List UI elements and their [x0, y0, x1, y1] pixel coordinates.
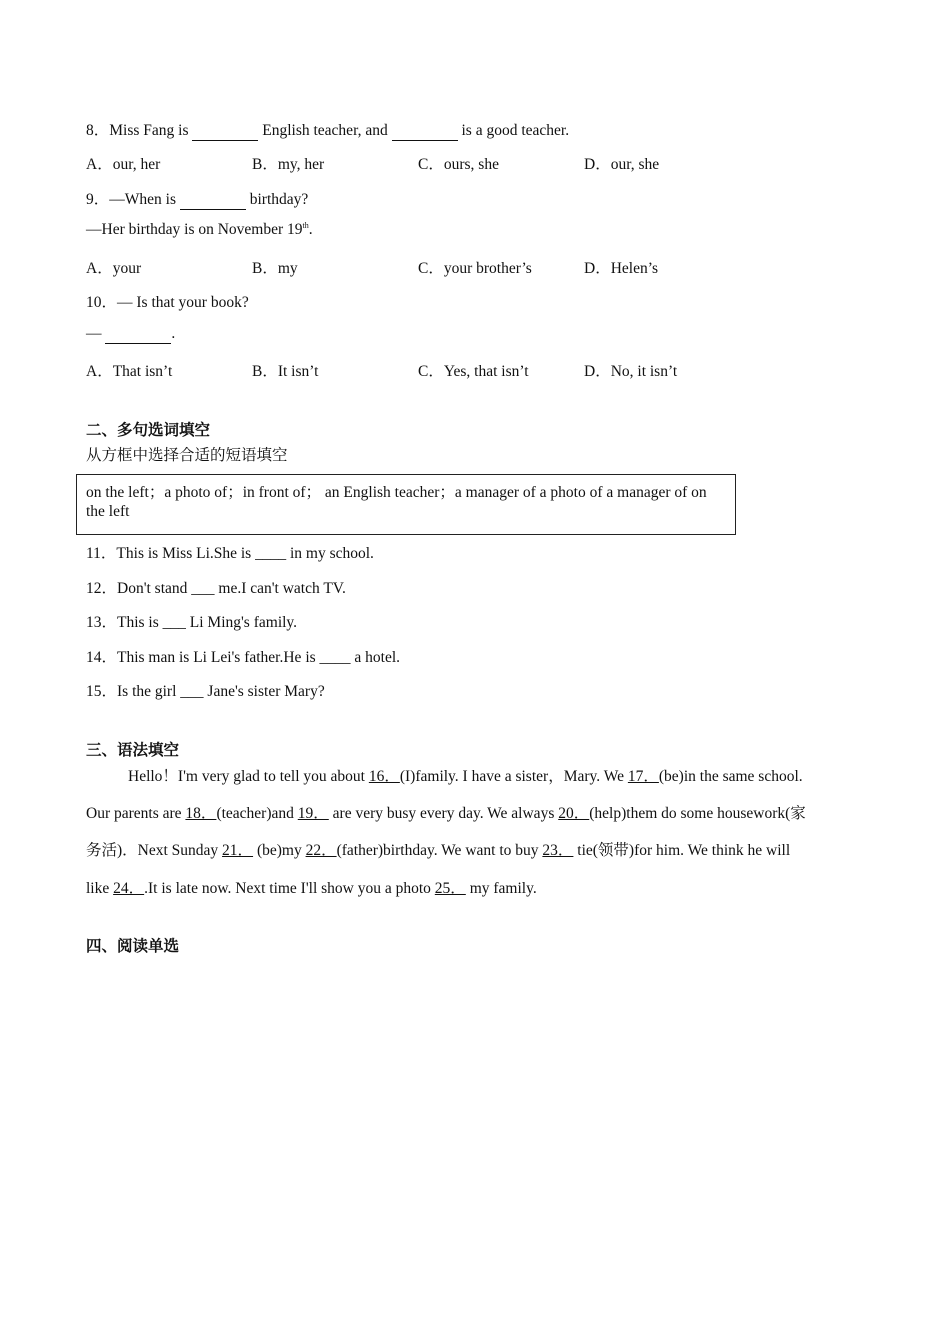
q10-answer-a: —	[86, 325, 106, 342]
question-8	[86, 118, 569, 141]
question-11	[86, 541, 374, 563]
q8-blank-1	[192, 122, 258, 141]
q9-stem-b: birthday?	[245, 191, 309, 208]
blank-17: 17．	[627, 768, 659, 785]
question-12	[86, 576, 346, 598]
passage-text: tie(领带)for him. We think he will	[573, 842, 791, 859]
q14-blank: ____	[319, 649, 351, 666]
blank-18: 18．	[185, 805, 217, 822]
q8-stem-b: English teacher, and	[258, 122, 392, 139]
q8-option-b: B．my, her	[252, 156, 325, 173]
q14-text-b: a hotel.	[350, 649, 401, 666]
passage-text: (be)in the same school.	[658, 768, 803, 785]
q8-option-d: D．our, she	[584, 156, 660, 173]
section-4-heading: 四、阅读单选	[86, 937, 180, 955]
passage-line-1	[128, 764, 908, 786]
question-9	[86, 187, 308, 210]
q10-blank	[105, 325, 171, 344]
q12-text-b: me.I can't watch TV.	[214, 580, 346, 597]
passage-line-4	[86, 876, 866, 898]
q10-option-a: A．That isn’t	[86, 363, 173, 380]
q13-text-b: Li Ming's family.	[185, 614, 298, 631]
passage-text: (I)family. I have a sister，Mary. We	[399, 768, 628, 785]
blank-23: 23．	[542, 842, 574, 859]
q12-text-a: 12．Don't stand	[86, 580, 192, 597]
q9-answer-b: .	[308, 221, 313, 239]
question-13	[86, 610, 297, 632]
passage-text: (be)my	[253, 842, 306, 859]
q15-text-b: Jane's sister Mary?	[203, 683, 325, 700]
section-3-heading: 三、语法填空	[86, 741, 180, 759]
q9-blank	[180, 191, 246, 210]
q9-answer	[86, 221, 313, 239]
blank-19: 19．	[297, 805, 329, 822]
section-2-instruction: 从方框中选择合适的短语填空	[86, 446, 288, 464]
blank-21: 21．	[222, 842, 254, 859]
q8-option-a: A．our, her	[86, 156, 161, 173]
q9-option-c: C．your brother’s	[418, 260, 532, 277]
q10-option-b: B．It isn’t	[252, 363, 319, 380]
passage-text: (help)them do some housework(家	[589, 805, 806, 822]
q13-blank: ___	[162, 614, 186, 631]
blank-24: 24．	[113, 880, 145, 897]
passage-text: my family.	[465, 880, 537, 897]
q9-option-a: A．your	[86, 260, 142, 277]
q10-answer	[86, 325, 175, 344]
q10-option-d: D．No, it isn’t	[584, 363, 678, 380]
q9-answer-a: —Her birthday is on November 19	[86, 221, 303, 239]
q15-blank: ___	[180, 683, 204, 700]
q9-answer-sup: th	[302, 221, 309, 230]
q9-option-d: D．Helen’s	[584, 260, 659, 277]
question-14	[86, 645, 400, 667]
question-15	[86, 679, 325, 701]
section-2-heading: 二、多句选词填空	[86, 421, 211, 439]
question-10: 10．— Is that your book?	[86, 294, 249, 311]
q8-option-c: C．ours, she	[418, 156, 499, 173]
q12-blank: ___	[191, 580, 215, 597]
q13-text-a: 13．This is	[86, 614, 163, 631]
q11-blank: ____	[255, 545, 287, 562]
blank-16: 16．	[368, 768, 400, 785]
q9-option-b: B．my	[252, 260, 298, 277]
blank-25: 25．	[434, 880, 466, 897]
passage-line-3	[86, 838, 866, 860]
passage-text: (teacher)and	[216, 805, 298, 822]
q15-text-a: 15．Is the girl	[86, 683, 181, 700]
passage-text: Our parents are	[86, 805, 186, 822]
passage-text: like	[86, 880, 114, 897]
blank-22: 22．	[305, 842, 337, 859]
blank-20: 20．	[558, 805, 590, 822]
q8-stem-c: is a good teacher.	[457, 122, 570, 139]
q9-stem-a: 9．—When is	[86, 191, 180, 208]
q8-stem-a: 8．Miss Fang is	[86, 122, 193, 139]
q11-text-b: in my school.	[286, 545, 374, 562]
passage-line-2	[86, 801, 866, 823]
q14-text-a: 14．This man is Li Lei's father.He is	[86, 649, 320, 666]
q10-answer-b: .	[171, 325, 176, 342]
word-box	[76, 474, 736, 535]
q11-text-a: 11．This is Miss Li.She is	[86, 545, 256, 562]
word-box-text: on the left；a photo of；in front of； an English teacher；a manager of a photo of a manager of on the left	[86, 484, 707, 520]
passage-text: 务活)．Next Sunday	[86, 842, 223, 859]
passage-text: (father)birthday. We want to buy	[336, 842, 543, 859]
q10-option-c: C．Yes, that isn’t	[418, 363, 529, 380]
passage-text: Hello！I'm very glad to tell you about	[128, 768, 369, 785]
passage-text: are very busy every day. We always	[328, 805, 559, 822]
passage-text: .It is late now. Next time I'll show you a photo	[144, 880, 435, 897]
q8-blank-2	[392, 122, 458, 141]
